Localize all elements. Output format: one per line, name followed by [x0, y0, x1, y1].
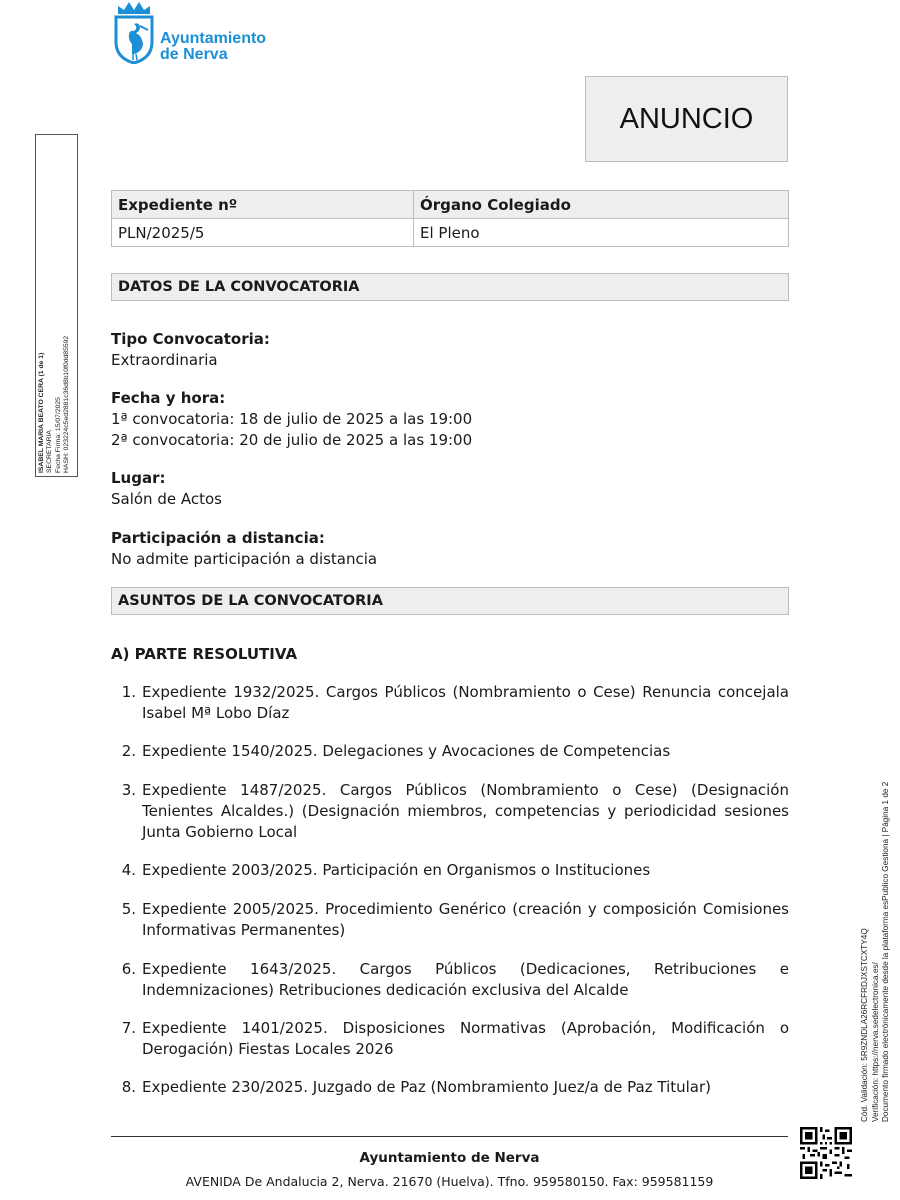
verification-text: [860, 744, 892, 1122]
item-text: Expediente 2003/2025. Participación en Organismos o Instituciones: [142, 861, 651, 879]
logo-line-1: Ayuntamiento: [160, 30, 267, 47]
organo-header: Órgano Colegiado: [414, 191, 789, 219]
qr-code-icon: [800, 1127, 852, 1179]
tipo-label: Tipo Convocatoria:: [111, 330, 270, 348]
lugar-label: Lugar:: [111, 469, 166, 487]
parte-resolutiva-heading: A) PARTE RESOLUTIVA: [111, 645, 298, 663]
logo-line-2: de Nerva: [160, 46, 228, 63]
item-text: Expediente 1401/2025. Disposiciones Normativas (Aprobación, Modificación o Derogación) Fiestas Locales 2026: [142, 1019, 789, 1058]
footer-divider: [111, 1136, 788, 1137]
fecha-line-1: 1ª convocatoria: 18 de julio de 2025 a las 19:00: [111, 410, 473, 428]
item-text: Expediente 230/2025. Juzgado de Paz (Nombramiento Juez/a de Paz Titular): [142, 1078, 711, 1096]
item-text: Expediente 2005/2025. Procedimiento Genérico (creación y composición Comisiones Informativas Permanentes): [142, 900, 789, 939]
item-number: 2.: [121, 742, 136, 760]
item-number: 8.: [121, 1078, 136, 1096]
footer-name: Ayuntamiento de Nerva: [359, 1150, 540, 1166]
signature-date: Fecha Firma: 15/07/2025: [54, 397, 62, 473]
signer-name: ISABEL MARIA BEATO CERA (1 de 1): [38, 352, 45, 473]
anuncio-title: ANUNCIO: [585, 76, 788, 162]
asuntos-section-title: ASUNTOS DE LA CONVOCATORIA: [111, 587, 789, 615]
item-number: 7.: [121, 1019, 136, 1037]
fecha-label: Fecha y hora:: [111, 389, 226, 407]
item-number: 6.: [121, 960, 136, 978]
fecha-line-2: 2ª convocatoria: 20 de julio de 2025 a las 19:00: [111, 431, 473, 449]
item-text: Expediente 1932/2025. Cargos Públicos (Nombramiento o Cese) Renuncia concejala Isabel Mª Lobo Díaz: [142, 683, 789, 722]
expediente-header: Expediente nº: [112, 191, 414, 219]
organo-value: El Pleno: [414, 219, 789, 247]
footer-address: AVENIDA De Andalucia 2, Nerva. 21670 (Huelva). Tfno. 959580150. Fax: 959581159: [185, 1174, 714, 1189]
verification-url[interactable]: Verificación: https://nerva.sedelectronica.es/: [870, 962, 880, 1122]
table-row: [112, 219, 789, 247]
signature-panel: [35, 134, 78, 477]
lugar-value: Salón de Actos: [111, 490, 222, 508]
heron-crest-icon: [112, 0, 156, 64]
expediente-table: [111, 190, 789, 247]
datos-section-title: DATOS DE LA CONVOCATORIA: [111, 273, 789, 301]
signature-text: [38, 135, 72, 473]
expediente-value: PLN/2025/5: [112, 219, 414, 247]
item-text: Expediente 1643/2025. Cargos Públicos (Dedicaciones, Retribuciones e Indemnizaciones) Retribuciones dedicación exclusiva del Alcalde: [142, 960, 789, 999]
municipality-logo: [112, 0, 282, 66]
tipo-value: Extraordinaria: [111, 351, 218, 369]
verification-code: Cód. Validación: 5R9ZNDLA26RCFRDJXSTCXTY4Q: [860, 928, 869, 1122]
item-number: 3.: [121, 781, 136, 799]
item-text: Expediente 1487/2025. Cargos Públicos (Nombramiento o Cese) (Designación Tenientes Alcaldes.) (Designación miembros, competencias y periodicidad sesiones Junta Gobierno Local: [142, 781, 789, 841]
table-header-row: [112, 191, 789, 219]
item-text: Expediente 1540/2025. Delegaciones y Avocaciones de Competencias: [142, 742, 671, 760]
participacion-label: Participación a distancia:: [111, 529, 325, 547]
signature-hash: HASH: 023224c5ed2881c36d8b10f0dd85592: [63, 335, 71, 473]
item-number: 4.: [121, 861, 136, 879]
participacion-value: No admite participación a distancia: [111, 550, 378, 568]
item-number: 5.: [121, 900, 136, 918]
item-number: 1.: [121, 683, 136, 701]
verification-note: Documento firmado electrónicamente desde la plataforma esPublico Gestiona | Página 1 de 2: [881, 781, 890, 1122]
signer-role: SECRETARIA: [46, 430, 54, 473]
